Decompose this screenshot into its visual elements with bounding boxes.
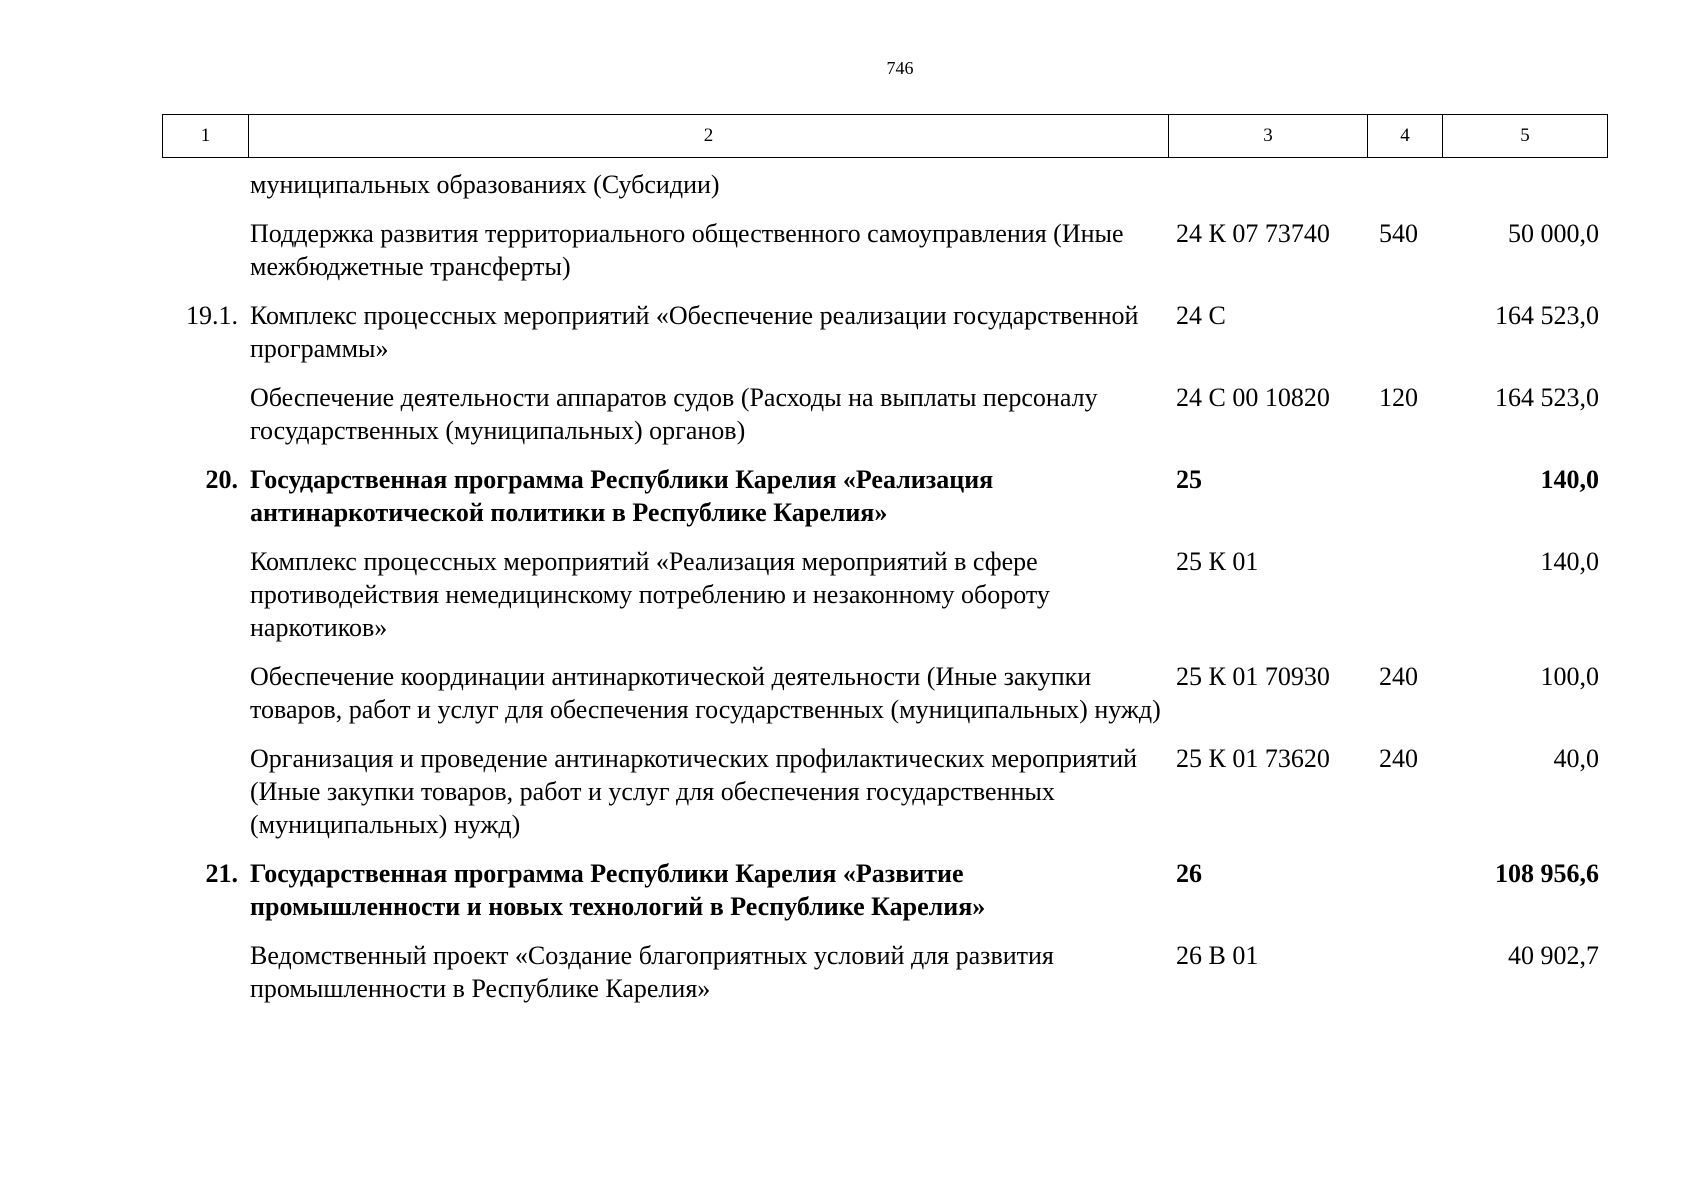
program-row (162, 463, 1607, 529)
column-header-3: 3 (1169, 115, 1368, 158)
row-code: 26 В 01 (1176, 941, 1259, 970)
row-name: Ведомственный проект «Создание благоприятных условий для развития промышленности в Республике Карелия» (250, 941, 1054, 1003)
row-name: Комплекс процессных мероприятий «Обеспечение реализации государственной программы» (250, 301, 1139, 363)
row-code: 25 К 01 (1176, 547, 1259, 576)
row-amount: 100,0 (1540, 662, 1599, 691)
row-code: 25 К 01 73620 (1176, 744, 1330, 773)
table-row (162, 217, 1607, 283)
budget-table-body (162, 168, 1607, 1021)
row-amount: 40 902,7 (1508, 941, 1599, 970)
row-number: 20. (205, 465, 238, 494)
row-amount: 140,0 (1540, 547, 1599, 576)
table-row (162, 545, 1607, 644)
row-code: 24 С 00 10820 (1176, 383, 1330, 412)
column-header-5: 5 (1443, 115, 1608, 158)
row-number: 21. (205, 859, 238, 888)
row-code: 26 (1176, 859, 1202, 888)
table-row (162, 742, 1607, 841)
column-header-2: 2 (249, 115, 1169, 158)
row-name: Обеспечение деятельности аппаратов судов (Расходы на выплаты персоналу государственных (муниципальных) органов) (250, 383, 1098, 445)
column-header-4: 4 (1368, 115, 1443, 158)
table-row (162, 168, 1607, 201)
row-name: Государственная программа Республики Карелия «Развитие промышленности и новых технологий в Республике Карелия» (250, 859, 986, 921)
row-name: Организация и проведение антинаркотических профилактических мероприятий (Иные закупки товаров, работ и услуг для обеспечения государственных (муниципальных) нужд) (250, 744, 1138, 839)
row-name: Комплекс процессных мероприятий «Реализация мероприятий в сфере противодействия немедицинскому потреблению и незаконному обороту наркотиков» (250, 547, 1050, 642)
page-number: 746 (886, 58, 914, 78)
table-row (162, 660, 1607, 726)
row-name: Обеспечение координации антинаркотической деятельности (Иные закупки товаров, работ и услуг для обеспечения государственных (муниципальных) нужд) (250, 662, 1161, 724)
row-name: Государственная программа Республики Карелия «Реализация антинаркотической политики в Республике Карелия» (250, 465, 994, 527)
row-code: 24 К 07 73740 (1176, 219, 1330, 248)
row-type: 240 (1379, 662, 1418, 691)
row-name: Поддержка развития территориального общественного самоуправления (Иные межбюджетные трансферты) (250, 219, 1124, 281)
row-type: 240 (1379, 744, 1418, 773)
row-number: 19.1. (186, 301, 238, 330)
row-code: 25 К 01 70930 (1176, 662, 1330, 691)
row-type: 120 (1379, 383, 1418, 412)
column-header-row (162, 114, 1608, 158)
program-row (162, 857, 1607, 923)
row-amount: 164 523,0 (1495, 383, 1599, 412)
row-code: 25 (1176, 465, 1202, 494)
row-name: муниципальных образованиях (Субсидии) (250, 170, 720, 199)
table-row (162, 939, 1607, 1005)
row-amount: 40,0 (1553, 744, 1599, 773)
table-row (162, 299, 1607, 365)
row-code: 24 С (1176, 301, 1226, 330)
row-amount: 108 956,6 (1495, 859, 1599, 888)
row-amount: 164 523,0 (1495, 301, 1599, 330)
table-row (162, 381, 1607, 447)
row-amount: 50 000,0 (1508, 219, 1599, 248)
column-header-1: 1 (163, 115, 249, 158)
row-type: 540 (1379, 219, 1418, 248)
row-amount: 140,0 (1540, 465, 1599, 494)
